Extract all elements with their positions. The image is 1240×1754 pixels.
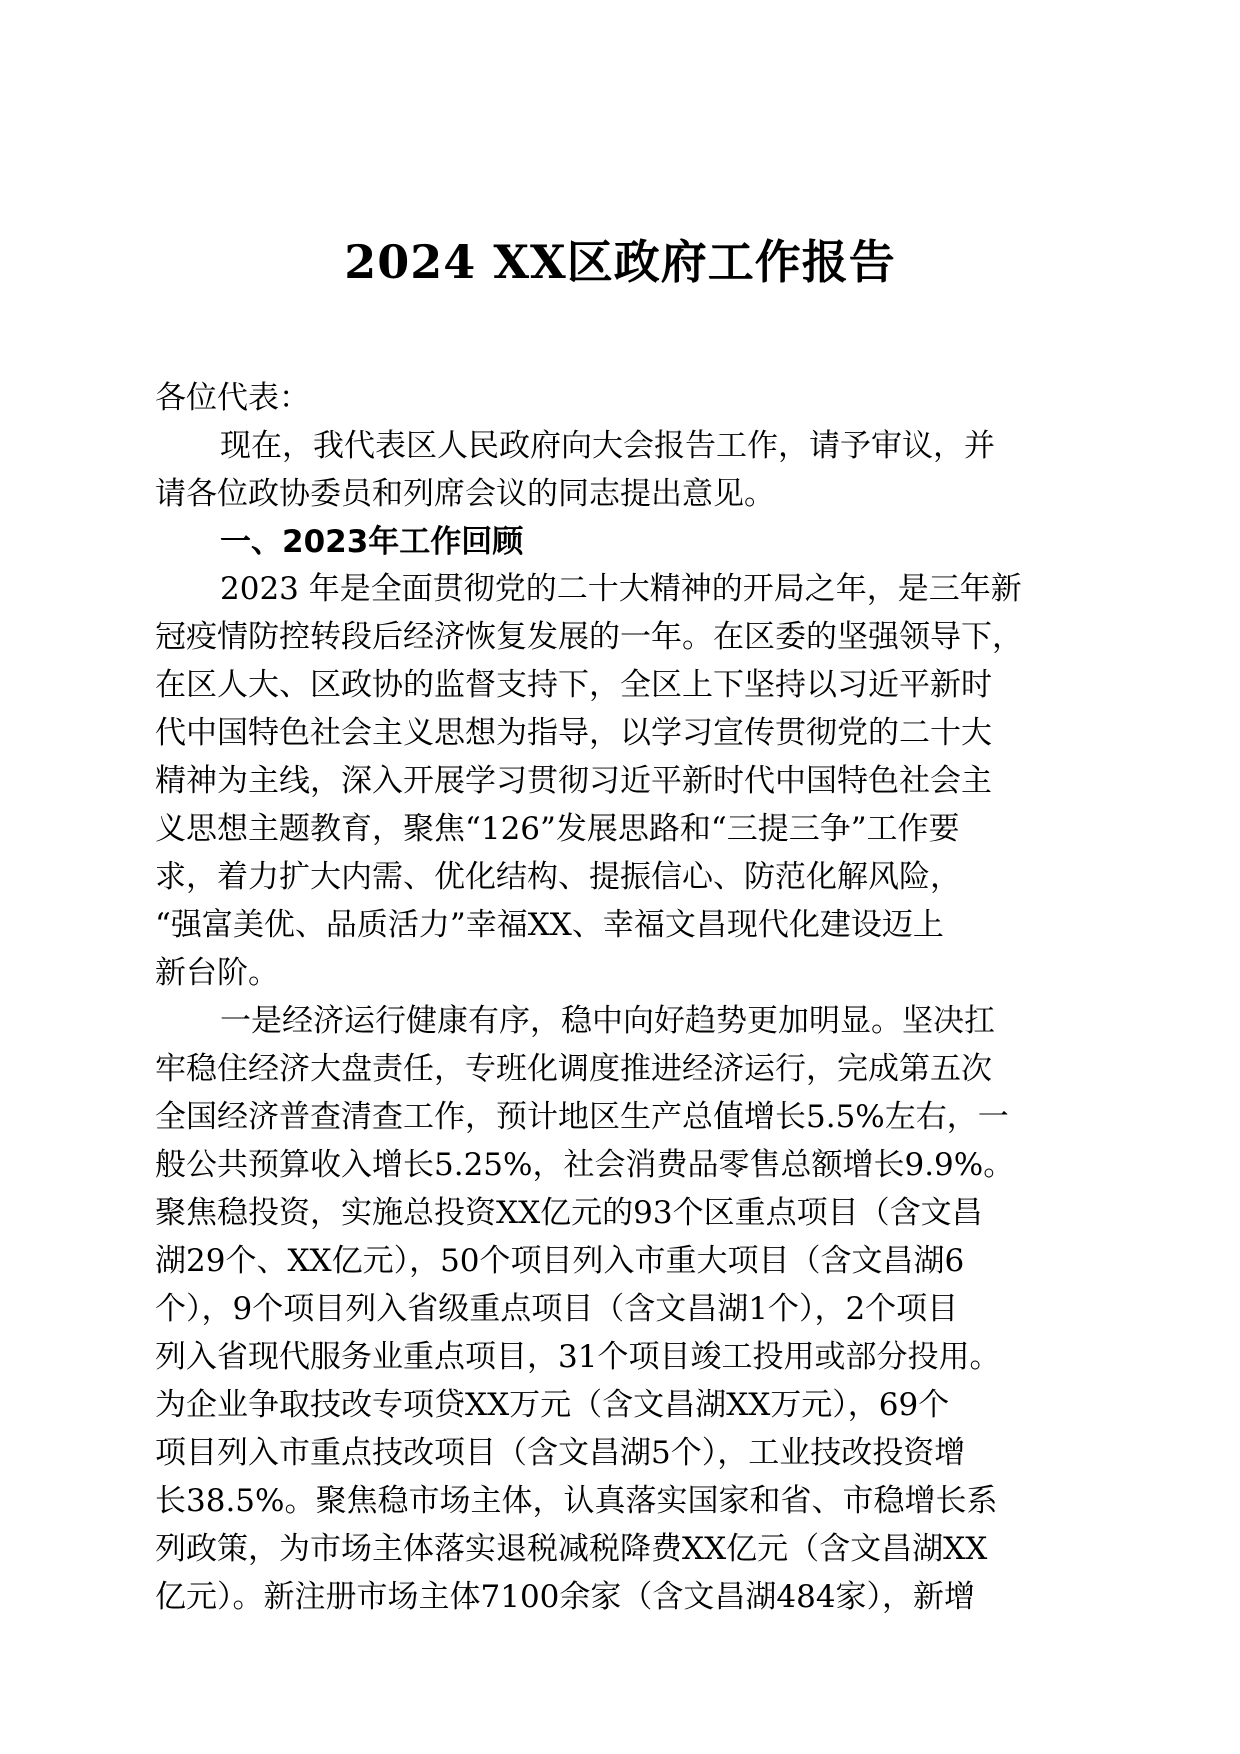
intro-line: 现在，我代表区人民政府向大会报告工作，请予审议，并 xyxy=(220,428,995,464)
section-heading: 一、2023年工作回顾 xyxy=(220,524,524,560)
paragraph2-line: 全国经济普查清查工作，预计地区生产总值增长5.5%左右，一 xyxy=(155,1099,1009,1135)
paragraph1-line: 精神为主线，深入开展学习贯彻习近平新时代中国特色社会主 xyxy=(155,763,992,799)
paragraph2-line: 列政策，为市场主体落实退税减税降费XX亿元（含文昌湖XX xyxy=(155,1531,988,1567)
paragraph1-line: 义思想主题教育，聚焦“126”发展思路和“三提三争”工作要 xyxy=(155,811,960,847)
paragraph2-line: 聚焦稳投资，实施总投资XX亿元的93个区重点项目（含文昌 xyxy=(155,1195,983,1231)
paragraph1-line: 在区人大、区政协的监督支持下，全区上下坚持以习近平新时 xyxy=(155,667,992,703)
paragraph1-line: 2023 年是全面贯彻党的二十大精神的开局之年，是三年新 xyxy=(220,571,1022,607)
paragraph2-line: 牢稳住经济大盘责任，专班化调度推进经济运行，完成第五次 xyxy=(155,1051,992,1087)
paragraph1-line: 新台阶。 xyxy=(155,955,279,991)
paragraph2-line: 湖29个、XX亿元），50个项目列入市重大项目（含文昌湖6 xyxy=(155,1243,965,1279)
paragraph2-line: 个），9个项目列入省级重点项目（含文昌湖1个），2个项目 xyxy=(155,1291,959,1327)
paragraph1-line: 求，着力扩大内需、优化结构、提振信心、防范化解风险， xyxy=(155,859,961,895)
paragraph2-line: 项目列入市重点技改项目（含文昌湖5个），工业技改投资增 xyxy=(155,1435,966,1471)
paragraph1-line: 代中国特色社会主义思想为指导，以学习宣传贯彻党的二十大 xyxy=(155,715,992,751)
paragraph2-line: 亿元）。新注册市场主体7100余家（含文昌湖484家），新增 xyxy=(155,1579,976,1615)
paragraph1-line: 冠疫情防控转段后经济恢复发展的一年。在区委的坚强领导下， xyxy=(155,619,1023,655)
paragraph2-line: 列入省现代服务业重点项目，31个项目竣工投用或部分投用。 xyxy=(155,1339,1001,1375)
document-title: 2024 XX区政府工作报告 xyxy=(344,235,896,289)
paragraph2-line: 为企业争取技改专项贷XX万元（含文昌湖XX万元），69个 xyxy=(155,1387,950,1423)
paragraph2-line: 一是经济运行健康有序，稳中向好趋势更加明显。坚决扛 xyxy=(220,1003,995,1039)
paragraph2-line: 般公共预算收入增长5.25%，社会消费品零售总额增长9.9%。 xyxy=(155,1147,1015,1183)
greeting: 各位代表： xyxy=(155,380,310,416)
paragraph1-line: “强富美优、品质活力”幸福XX、幸福文昌现代化建设迈上 xyxy=(155,907,944,943)
paragraph2-line: 长38.5%。聚焦稳市场主体，认真落实国家和省、市稳增长系 xyxy=(155,1483,998,1519)
intro-line: 请各位政协委员和列席会议的同志提出意见。 xyxy=(155,476,775,512)
